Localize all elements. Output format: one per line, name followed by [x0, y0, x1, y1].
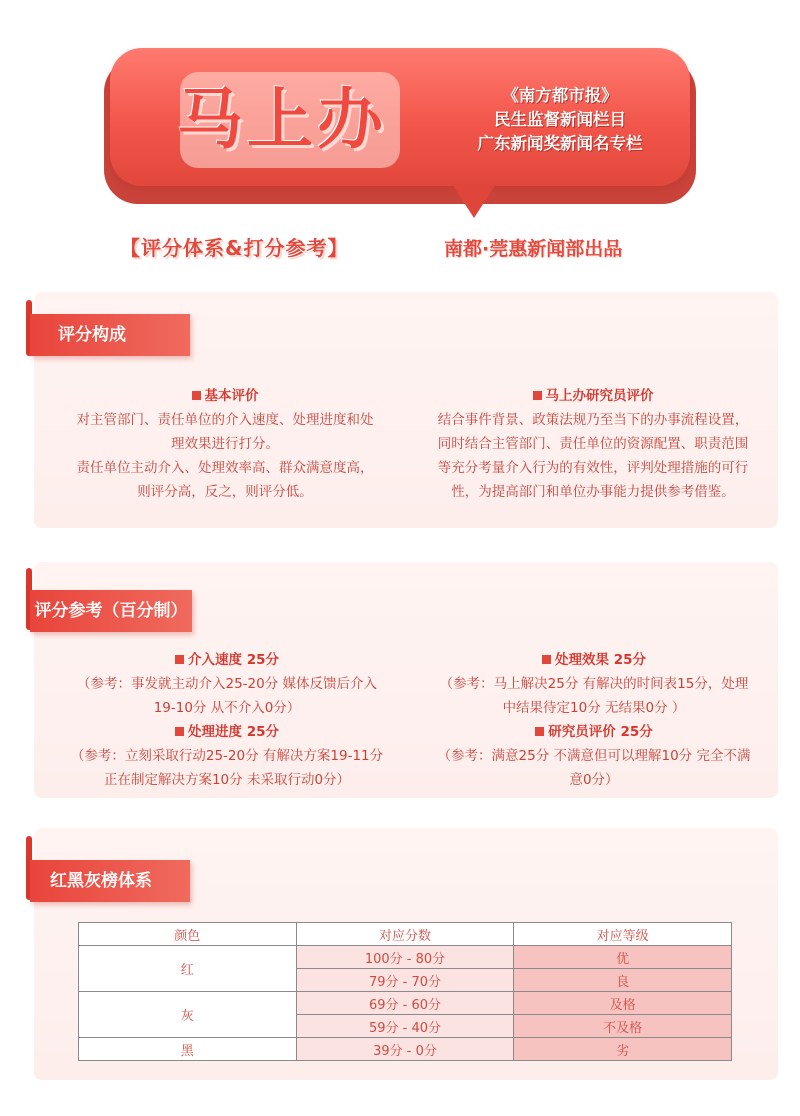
table-row — [79, 946, 732, 969]
bullet-square-icon — [192, 391, 201, 400]
reference-item-progress — [42, 720, 412, 792]
text-line: 中结果待定10分 无结果0分 ） — [502, 700, 686, 716]
bullet-square-icon — [175, 727, 184, 736]
reference-heading: 介入速度 25分 — [42, 648, 412, 672]
banner-line: 民生监督新闻栏目 — [494, 110, 626, 129]
ranking-table — [78, 922, 732, 1061]
text-line: 理效果进行打分。 — [171, 436, 279, 452]
reference-heading: 处理效果 25分 — [416, 648, 772, 672]
grade-cell: 优 — [514, 946, 732, 969]
score-cell: 59分 - 40分 — [296, 1015, 514, 1038]
section-tab-composition: 评分构成 — [30, 314, 190, 356]
column-header: 颜色 — [79, 923, 297, 946]
score-cell: 39分 - 0分 — [296, 1038, 514, 1061]
banner-text — [440, 84, 680, 156]
reference-heading: 处理进度 25分 — [42, 720, 412, 744]
text-line: 对主管部门、责任单位的介入速度、处理进度和处 — [76, 412, 374, 428]
text-line: 同时结合主管部门、责任单位的资源配置、职责范围 — [437, 436, 749, 452]
bullet-square-icon — [533, 391, 542, 400]
grade-cell: 及格 — [514, 992, 732, 1015]
text-line: （参考：立刻采取行动25-20分 有解决方案19-11分 — [70, 748, 384, 764]
table-header-row — [79, 923, 732, 946]
table-row — [79, 992, 732, 1015]
grade-cell: 劣 — [514, 1038, 732, 1061]
basic-evaluation-heading: 基本评价 — [50, 384, 400, 408]
page-subtitle: 【评分体系&打分参考】 — [120, 236, 349, 260]
section-tab-ranking: 红黑灰榜体系 — [30, 860, 190, 902]
text-line: 责任单位主动介入、处理效率高、群众满意度高， — [76, 460, 374, 476]
reference-item-researcher — [416, 720, 772, 792]
banner-line: 《南方都市报》 — [502, 86, 618, 105]
column-header: 对应等级 — [514, 923, 732, 946]
grade-cell: 不及格 — [514, 1015, 732, 1038]
text-line: 19-10分 从不介入0分） — [153, 700, 301, 716]
grade-cell: 良 — [514, 969, 732, 992]
text-line: 意0分） — [569, 772, 619, 788]
bullet-square-icon — [175, 655, 184, 664]
table-row — [79, 1038, 732, 1061]
score-cell: 79分 - 70分 — [296, 969, 514, 992]
bullet-square-icon — [535, 727, 544, 736]
text-line: （参考：事发就主动介入25-20分 媒体反馈后介入 — [76, 676, 378, 692]
banner-tail — [452, 184, 496, 218]
text-line: 结合事件背景、政策法规乃至当下的办事流程设置， — [437, 412, 749, 428]
score-cell: 69分 - 60分 — [296, 992, 514, 1015]
bullet-square-icon — [542, 655, 551, 664]
text-line: 等充分考量介入行为的有效性，评判处理措施的可行 — [437, 460, 749, 476]
banner-line: 广东新闻奖新闻名专栏 — [477, 134, 643, 153]
researcher-evaluation — [408, 384, 778, 504]
reference-item-effect — [416, 648, 772, 720]
column-header: 对应分数 — [296, 923, 514, 946]
score-cell: 100分 - 80分 — [296, 946, 514, 969]
text-line: 则评分高，反之，则评分低。 — [137, 484, 313, 500]
basic-evaluation — [50, 384, 400, 504]
producer-credit: 南都·莞惠新闻部出品 — [444, 238, 623, 260]
text-line: 性，为提高部门和单位办事能力提供参考借鉴。 — [451, 484, 735, 500]
reference-item-speed — [42, 648, 412, 720]
text-line: （参考：马上解决25分 有解决的时间表15分，处理 — [439, 676, 749, 692]
text-line: 正在制定解决方案10分 未采取行动0分） — [103, 772, 351, 788]
text-line: （参考：满意25分 不满意但可以理解10分 完全不满 — [437, 748, 751, 764]
researcher-evaluation-heading: 马上办研究员评价 — [408, 384, 778, 408]
reference-heading: 研究员评价 25分 — [416, 720, 772, 744]
color-cell-red: 红 — [79, 946, 297, 992]
section-tab-reference: 评分参考（百分制） — [30, 590, 192, 632]
brand-title: 马上办 — [177, 81, 387, 158]
color-cell-black: 黑 — [79, 1038, 297, 1061]
color-cell-grey: 灰 — [79, 992, 297, 1038]
